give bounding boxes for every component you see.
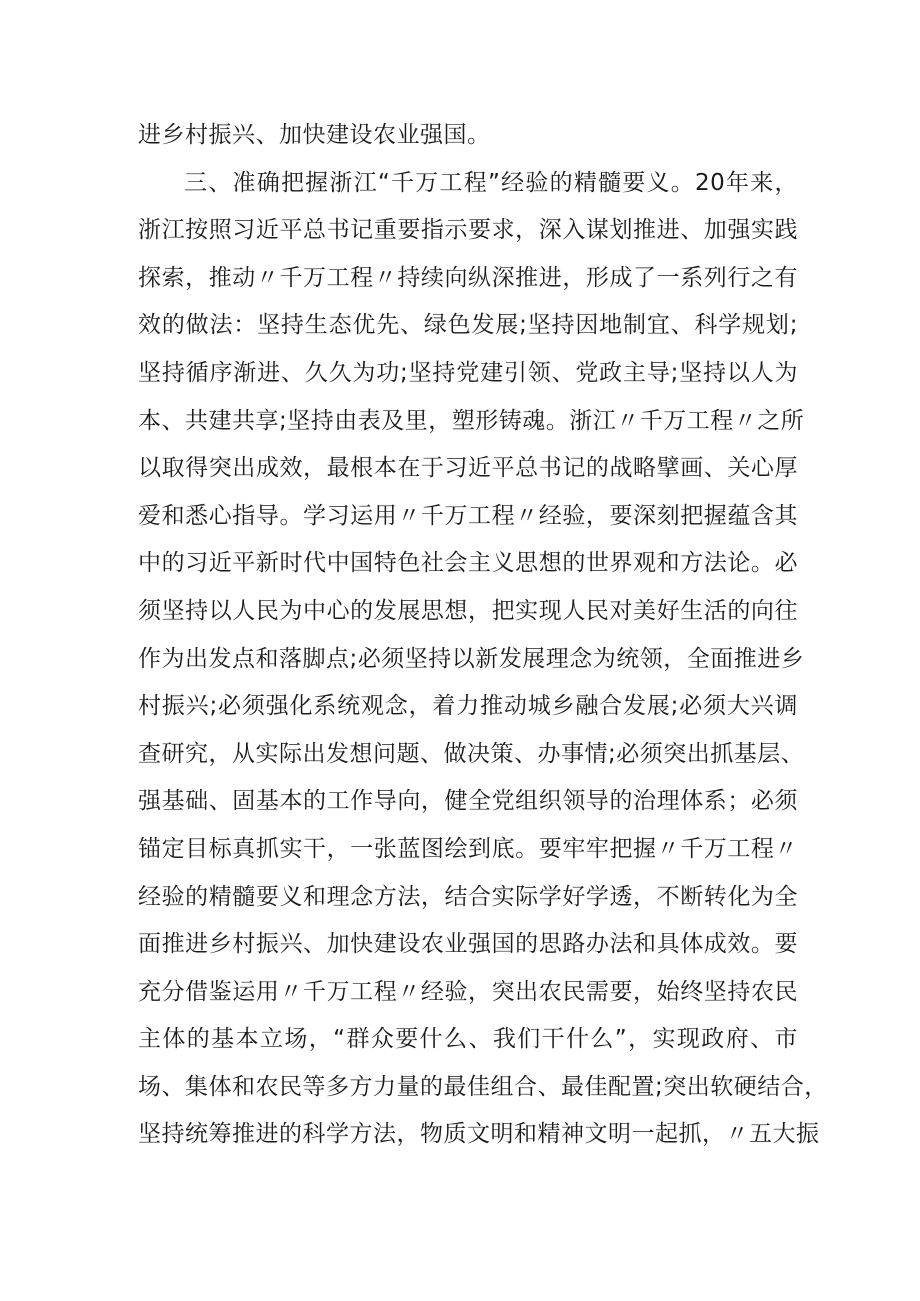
text-line-14: 查研究，从实际出发想问题、做决策、办事情;必须突出抓基层、 [138,740,805,767]
text-line-15: 强基础、固基本的工作导向，健全党组织领导的治理体系；必须 [138,788,798,815]
text-line-7: 本、共建共享;坚持由表及里，塑形铸魂。浙江〃千万工程〃之所 [138,407,805,434]
text-line-16: 锚定目标真抓实干，一张蓝图绘到底。要牢牢把握〃千万工程〃 [138,835,798,862]
body-text [138,112,828,1159]
text-line-10: 中的习近平新时代中国特色社会主义思想的世界观和方法论。必 [138,550,798,577]
text-line-2: 三、准确把握浙江“千万工程”经验的精髓要义。20年来， [184,169,798,196]
text-line-1: 进乡村振兴、加快建设农业强国。 [138,122,491,148]
text-line-8: 以取得突出成效，最根本在于习近平总书记的战略擘画、关心厚 [138,455,798,482]
text-line-17: 经验的精髓要义和理念方法，结合实际学好学透，不断转化为全 [138,883,798,910]
text-line-19: 充分借鉴运用〃千万工程〃经验，突出农民需要，始终坚持农民 [138,978,798,1005]
text-line-11: 须坚持以人民为中心的发展思想，把实现人民对美好生活的向往 [138,597,798,624]
text-line-13: 村振兴;必须强化系统观念，着力推动城乡融合发展;必须大兴调 [138,693,798,720]
text-line-3: 浙江按照习近平总书记重要指示要求，深入谋划推进、加强实践 [138,217,798,244]
text-line-20: 主体的基本立场，“群众要什么、我们干什么”，实现政府、市 [138,1026,798,1053]
text-line-6: 坚持循序渐进、久久为功;坚持党建引领、党政主导;坚持以人为 [138,359,798,386]
text-line-12: 作为出发点和落脚点;必须坚持以新发展理念为统领，全面推进乡 [138,645,805,672]
text-line-21: 场、集体和农民等多方力量的最佳组合、最佳配置;突出软硬结合， [138,1073,828,1100]
text-line-18: 面推进乡村振兴、加快建设农业强国的思路办法和具体成效。要 [138,931,798,958]
text-line-22: 坚持统筹推进的科学方法，物质文明和精神文明一起抓，〃五大振 [138,1121,820,1148]
text-line-9: 爱和悉心指导。学习运用〃千万工程〃经验，要深刻把握蕴含其 [138,502,798,529]
text-line-5: 效的做法：坚持生态优先、绿色发展;坚持因地制宜、科学规划; [138,312,798,339]
text-line-4: 探索，推动〃千万工程〃持续向纵深推进，形成了一系列行之有 [138,264,798,291]
